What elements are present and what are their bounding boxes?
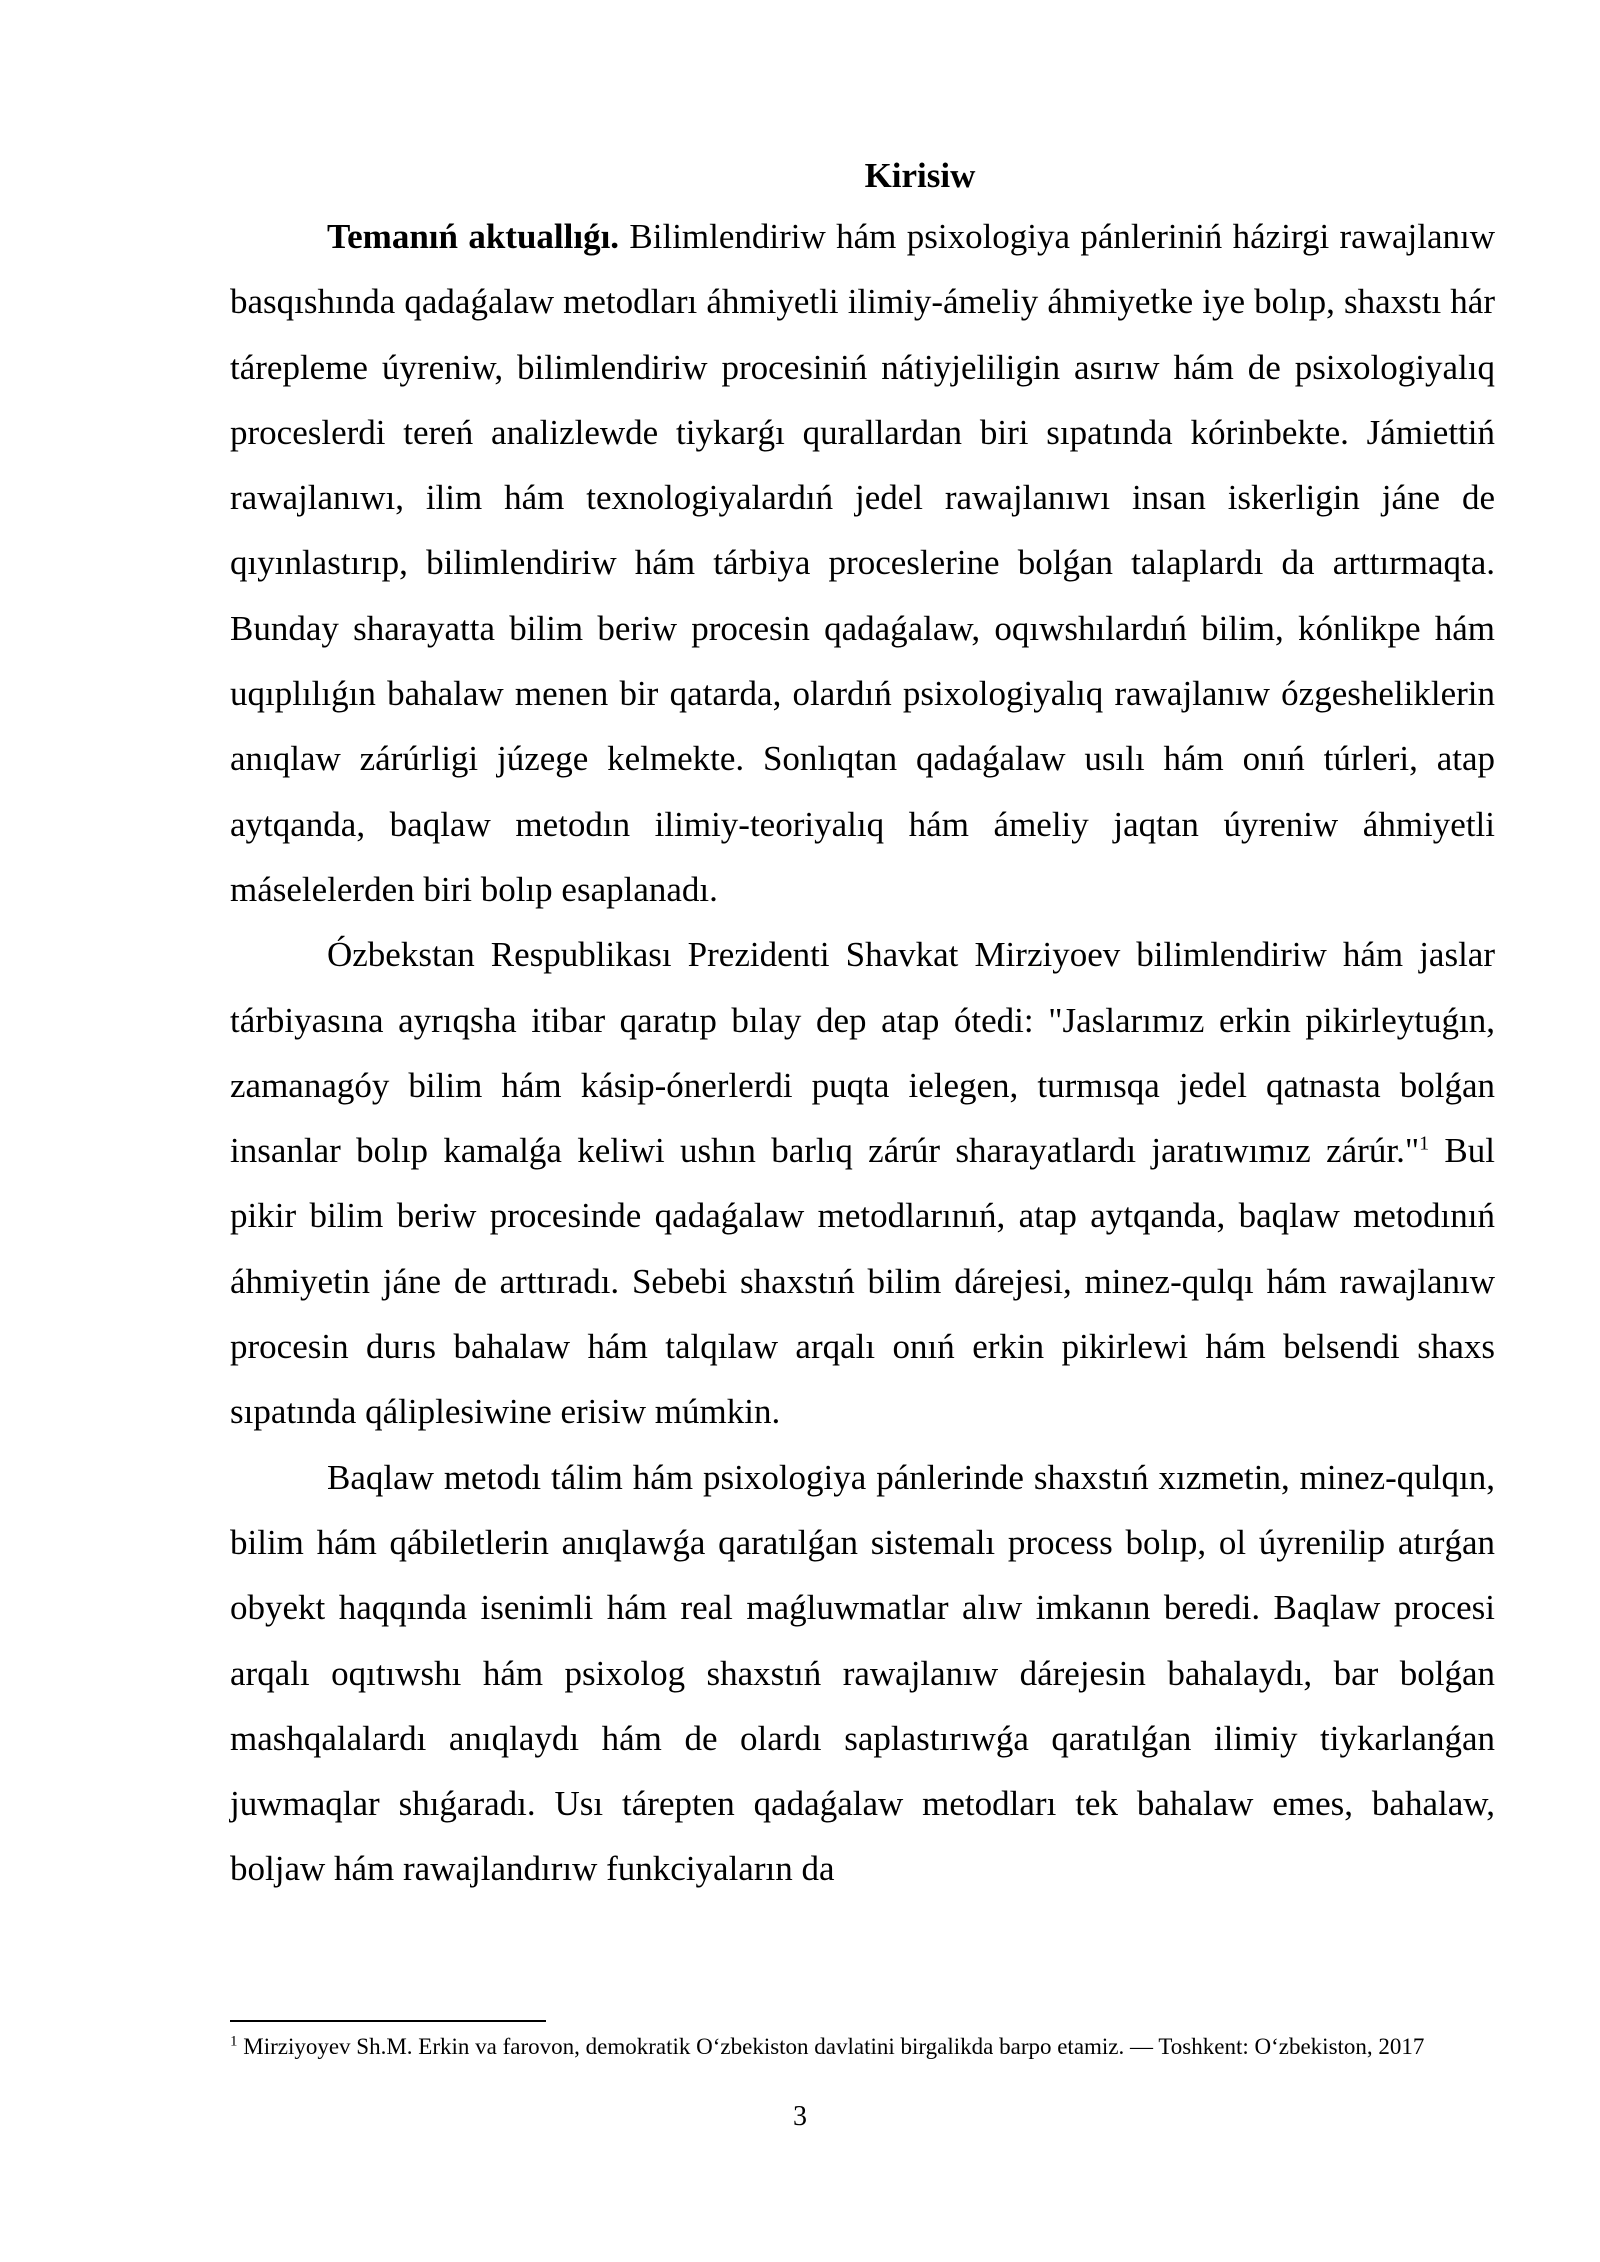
paragraph-text: Bilimlendiriw hám psixologiya pánleriniń házirgi rawajlanıw basqıshında qadaǵalaw metodları áhmiyetli ilimiy-ámeliy áhmiyetke iye bolıp, shaxstı hár tárepleme úyreniw, bilimlendiriw procesiniń nátiyjeliligin asırıw hám de psixologiyalıq proceslerdi tereń analizlewde tiykarǵı qurallardan biri sıpatında kórinbekte. Jámiettiń rawajlanıwı, ilim hám texnologiyalardıń jedel rawajlanıwı insan iskerligin jáne de qıyınlastırıp, bilimlendiriw hám tárbiya proceslerine bolǵan talaplardı da arttırmaqta. Bunday sharayatta bilim beriw procesin qadaǵalaw, oqıwshılardıń bilim, kónlikpe hám uqıplılıǵın bahalaw menen bir qatarda, olardıń psixologiyalıq rawajlanıw ózgesheliklerin anıqlaw zárúrligi júzege kelmekte. Sonlıqtan qadaǵalaw usılı hám onıń túrleri, atap aytqanda, baqlaw metodın ilimiy-teoriyalıq hám ámeliy jaqtan úyreniw áhmiyetli máselelerden biri bolıp esaplanadı. bbox=[230, 217, 1495, 909]
paragraph-observation-method: Baqlaw metodı tálim hám psixologiya pánlerinde shaxstıń xızmetin, minez-qulqın, bilim hám qábiletlerin anıqlawǵa qaratılǵan sistemalı process bolıp, ol úyrenilip atırǵan obyekt haqqında isenimli hám real maǵluwmatlar alıw imkanın beredi. Baqlaw procesi arqalı oqıtıwshı hám psixolog shaxstıń rawajlanıw dárejesin bahalaydı, bar bolǵan mashqalalardı anıqlaydı hám de olardı saplastırıwǵa qaratılǵan ilimiy tiykarlanǵan juwmaqlar shıǵaradı. Usı tárepten qadaǵalaw metodları tek bahalaw emes, bahalaw, boljaw hám rawajlandırıw funkciyaların da bbox=[230, 1457, 1495, 1889]
paragraph-relevance bbox=[230, 204, 1495, 922]
paragraph-lead-heading: Temanıń aktuallıǵı. bbox=[327, 217, 620, 256]
main-content bbox=[230, 148, 1495, 1902]
footnote-text bbox=[230, 2032, 1495, 2062]
paragraph-text-after-footnote: Bul pikir bilim beriw procesinde qadaǵalaw metodlarınıń, atap aytqanda, baqlaw metodınıń áhmiyetin jáne de arttıradı. Sebebi shaxstıń bilim dárejesi, minez-qulqı hám rawajlanıw procesin durıs bahalaw hám talqılaw arqalı onıń erkin pikirlewi hám belsendi shaxs sıpatında qáliplesiwine erisiw múmkin. bbox=[230, 1131, 1495, 1432]
footnote-marker: 1 bbox=[230, 2033, 238, 2050]
paragraph-president-quote bbox=[230, 922, 1495, 1444]
page-number: 3 bbox=[793, 2101, 807, 2132]
footnote-reference[interactable]: 1 bbox=[1419, 1132, 1430, 1155]
paragraph-text-before-footnote: Ózbekstan Respublikası Prezidenti Shavkat Mirziyoev bilimlendiriw hám jaslar tárbiyasına ayrıqsha itibar qaratıp bılay dep atap ótedi: "Jaslarımız erkin pikirleytuǵın, zamanagóy bilim hám kásip-ónerlerdi puqta ielegen, turmısqa jedel qatnasta bolǵan insanlar bolıp kamalǵa keliwi ushın barlıq zárúr sharayatlardı jaratıwımız zárúr." bbox=[230, 935, 1495, 1171]
section-title: Kirisiw bbox=[864, 156, 976, 195]
footnote-separator bbox=[230, 2020, 546, 2022]
footnote-citation: Mirziyoyev Sh.M. Erkin va farovon, demokratik O‘zbekiston davlatini birgalikda barpo etamiz. — Toshkent: O‘zbekiston, 2017 bbox=[237, 2034, 1425, 2059]
footnote-section bbox=[230, 2020, 1495, 2062]
